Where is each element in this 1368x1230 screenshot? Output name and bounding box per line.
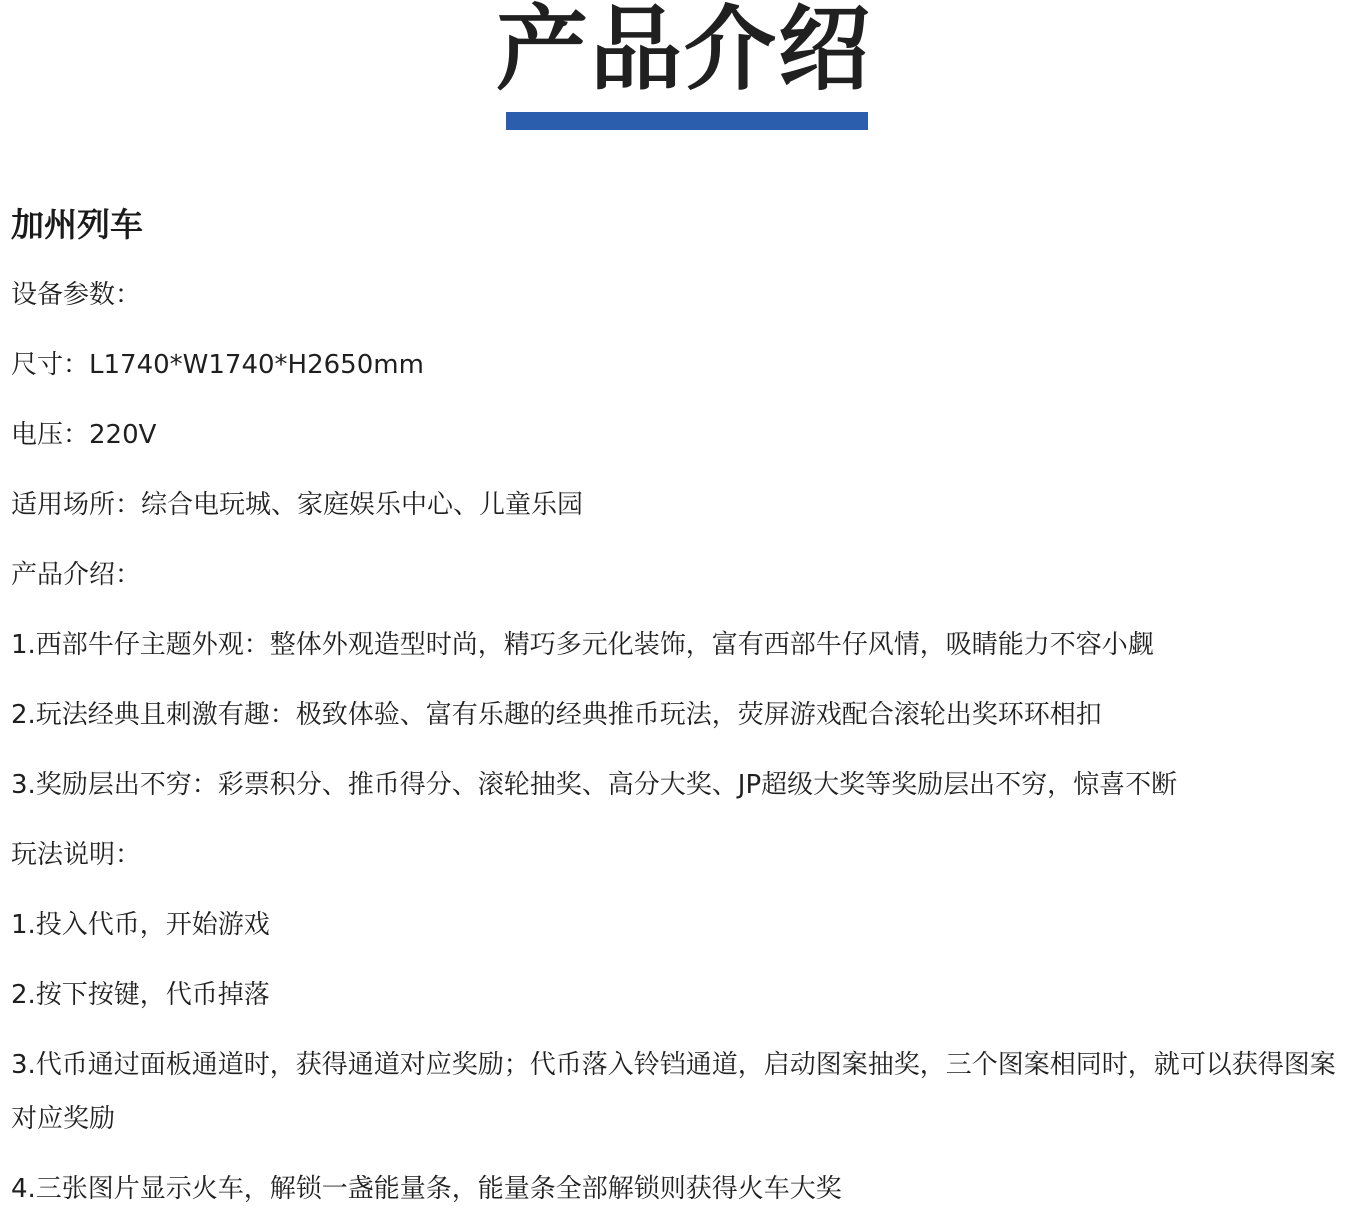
section-label-specs: 设备参数： bbox=[11, 280, 142, 310]
intro-item-1: 1.西部牛仔主题外观：整体外观造型时尚，精巧多元化装饰，富有西部牛仔风情，吸睛能力不容小觑 bbox=[11, 630, 1154, 660]
product-name: 加州列车 bbox=[11, 205, 143, 244]
intro-item-3: 3.奖励层出不穷：彩票积分、推币得分、滚轮抽奖、高分大奖、JP超级大奖等奖励层出不穷，惊喜不断 bbox=[11, 770, 1178, 800]
gameplay-step-1: 1.投入代币，开始游戏 bbox=[11, 910, 270, 940]
intro-item-2: 2.玩法经典且刺激有趣：极致体验、富有乐趣的经典推币玩法，荧屏游戏配合滚轮出奖环环相扣 bbox=[11, 700, 1102, 730]
section-label-gameplay: 玩法说明： bbox=[11, 840, 142, 870]
banner-title: 产品介绍 bbox=[495, 0, 872, 103]
spec-venues: 适用场所：综合电玩城、家庭娱乐中心、儿童乐园 bbox=[11, 490, 584, 520]
spec-dimensions: 尺寸：L1740*W1740*H2650mm bbox=[11, 350, 424, 380]
product-description bbox=[11, 190, 1361, 1224]
section-label-intro: 产品介绍： bbox=[11, 560, 142, 590]
gameplay-step-3: 3.代币通过面板通道时，获得通道对应奖励；代币落入铃铛通道，启动图案抽奖，三个图案相同时，就可以获得图案对应奖励 bbox=[11, 1050, 1336, 1134]
spec-voltage: 电压：220V bbox=[11, 420, 157, 450]
banner-underline bbox=[506, 112, 868, 130]
gameplay-step-4: 4.三张图片显示火车，解锁一盏能量条，能量条全部解锁则获得火车大奖 bbox=[11, 1174, 842, 1204]
header-banner bbox=[0, 0, 1368, 140]
gameplay-step-2: 2.按下按键，代币掉落 bbox=[11, 980, 270, 1010]
